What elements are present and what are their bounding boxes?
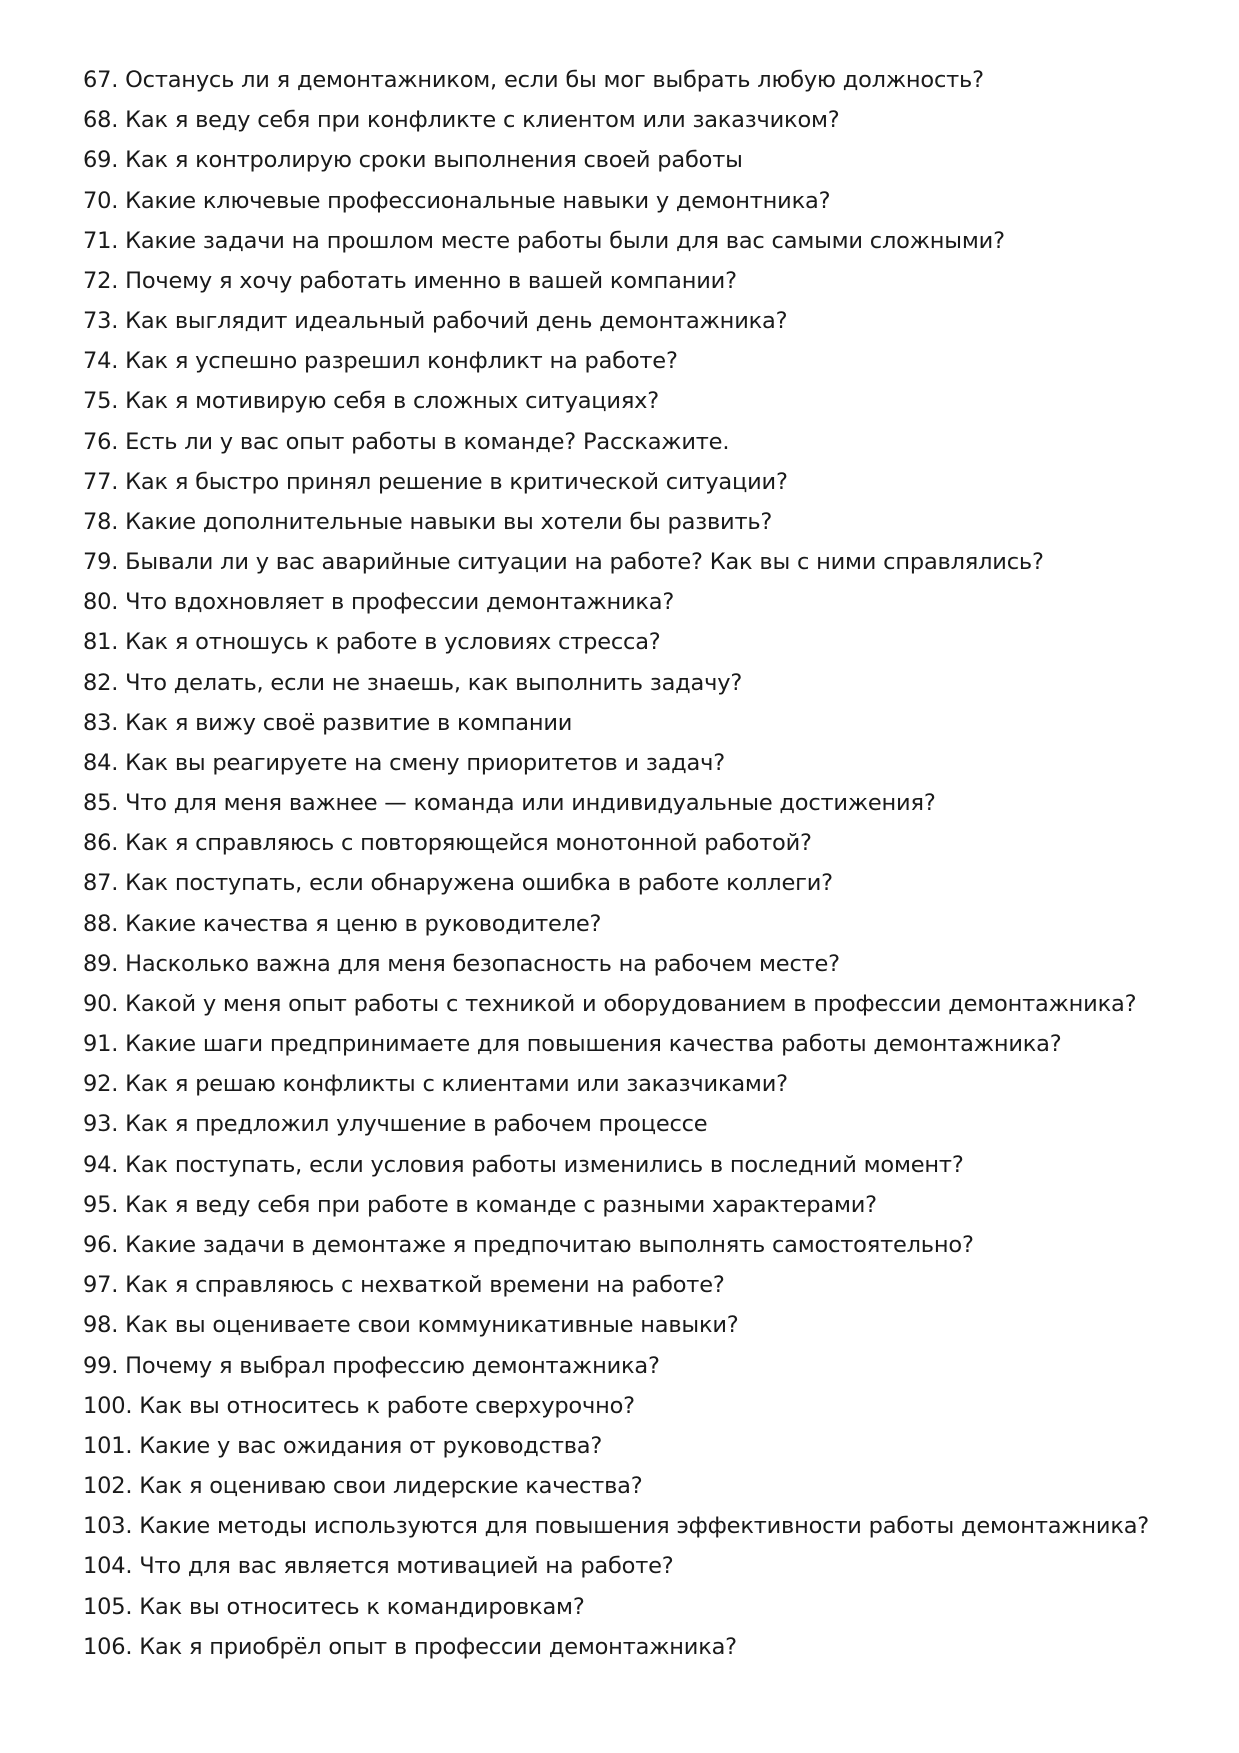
question-item: 68. Как я веду себя при конфликте с клиентом или заказчиком? — [83, 107, 840, 134]
question-item: 80. Что вдохновляет в профессии демонтажника? — [83, 589, 675, 616]
question-item: 100. Как вы относитесь к работе сверхурочно? — [83, 1392, 635, 1419]
question-item: 89. Насколько важна для меня безопасность на рабочем месте? — [83, 950, 840, 977]
question-item: 86. Как я справляюсь с повторяющейся монотонной работой? — [83, 830, 812, 857]
question-item: 103. Какие методы используются для повышения эффективности работы демонтажника? — [83, 1513, 1150, 1540]
question-item: 87. Как поступать, если обнаружена ошибка в работе коллеги? — [83, 870, 833, 897]
question-item: 98. Как вы оцениваете свои коммуникативные навыки? — [83, 1312, 739, 1339]
question-item: 72. Почему я хочу работать именно в вашей компании? — [83, 267, 737, 294]
question-item: 67. Останусь ли я демонтажником, если бы мог выбрать любую должность? — [83, 67, 984, 93]
question-item: 91. Какие шаги предпринимаете для повышения качества работы демонтажника? — [83, 1031, 1062, 1058]
question-item: 77. Как я быстро принял решение в критической ситуации? — [83, 468, 788, 495]
question-item: 79. Бывали ли у вас аварийные ситуации на работе? Как вы с ними справлялись? — [83, 549, 1044, 576]
question-item: 88. Какие качества я ценю в руководителе? — [83, 910, 602, 937]
question-item: 102. Как я оцениваю свои лидерские качества? — [83, 1473, 643, 1500]
question-item: 71. Какие задачи на прошлом месте работы были для вас самыми сложными? — [83, 227, 1005, 254]
question-item: 75. Как я мотивирую себя в сложных ситуациях? — [83, 388, 660, 415]
question-item: 81. Как я отношусь к работе в условиях стресса? — [83, 629, 661, 656]
question-item: 94. Как поступать, если условия работы изменились в последний момент? — [83, 1151, 964, 1178]
question-item: 69. Как я контролирую сроки выполнения своей работы — [83, 147, 743, 174]
question-item: 76. Есть ли у вас опыт работы в команде? Расскажите. — [83, 428, 730, 455]
question-item: 104. Что для вас является мотивацией на работе? — [83, 1553, 674, 1580]
question-item: 78. Какие дополнительные навыки вы хотели бы развить? — [83, 508, 773, 535]
question-item: 101. Какие у вас ожидания от руководства? — [83, 1432, 603, 1459]
question-item: 97. Как я справляюсь с нехваткой времени на работе? — [83, 1272, 725, 1299]
question-item: 84. Как вы реагируете на смену приоритетов и задач? — [83, 749, 725, 776]
question-item: 95. Как я веду себя при работе в команде с разными характерами? — [83, 1191, 877, 1218]
question-item: 74. Как я успешно разрешил конфликт на работе? — [83, 348, 678, 375]
question-item: 70. Какие ключевые профессиональные навыки у демонтника? — [83, 187, 831, 214]
question-item: 90. Какой у меня опыт работы с техникой и оборудованием в профессии демонтажника? — [83, 990, 1137, 1017]
question-item: 105. Как вы относитесь к командировкам? — [83, 1593, 585, 1620]
question-item: 82. Что делать, если не знаешь, как выполнить задачу? — [83, 669, 743, 696]
question-item: 106. Как я приобрёл опыт в профессии демонтажника? — [83, 1633, 737, 1660]
question-item: 73. Как выглядит идеальный рабочий день демонтажника? — [83, 308, 788, 335]
question-item: 99. Почему я выбрал профессию демонтажника? — [83, 1352, 660, 1379]
question-item: 93. Как я предложил улучшение в рабочем процессе — [83, 1111, 708, 1138]
question-list — [83, 60, 1203, 1667]
question-item: 83. Как я вижу своё развитие в компании — [83, 709, 573, 736]
question-item: 92. Как я решаю конфликты с клиентами или заказчиками? — [83, 1071, 788, 1098]
question-item: 96. Какие задачи в демонтаже я предпочитаю выполнять самостоятельно? — [83, 1231, 974, 1258]
question-item: 85. Что для меня важнее — команда или индивидуальные достижения? — [83, 790, 936, 817]
